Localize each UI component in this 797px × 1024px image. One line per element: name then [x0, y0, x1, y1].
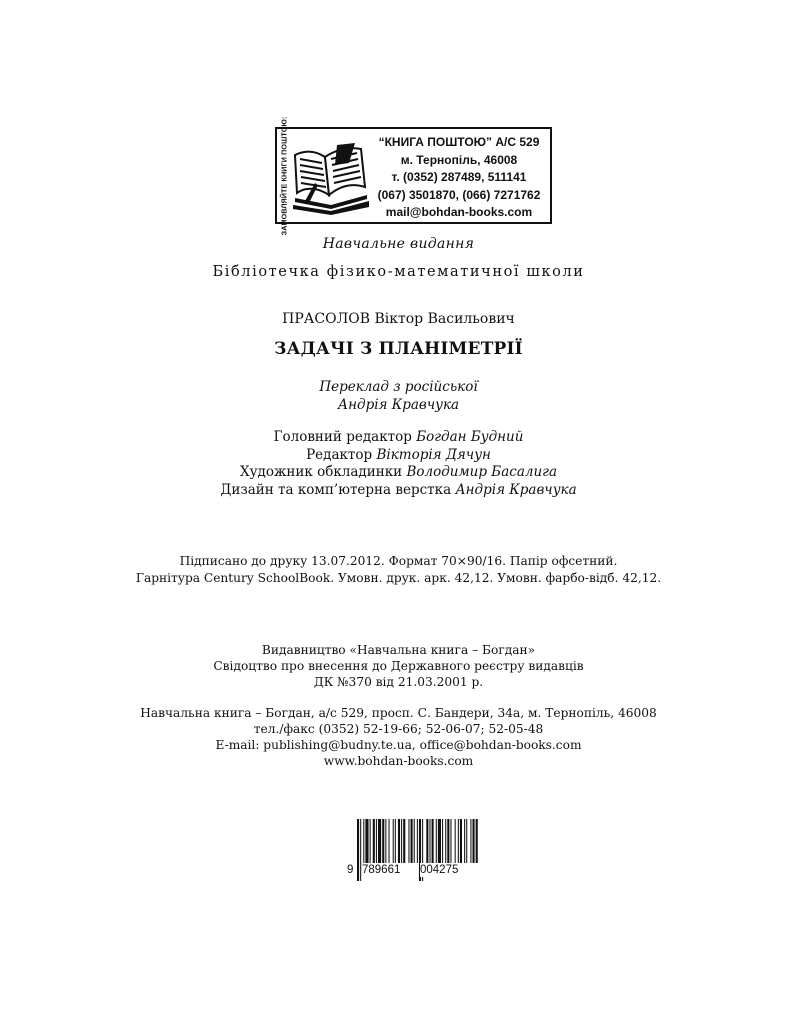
book-series: Бібліотечка фізико-математичної школи: [212, 264, 585, 280]
book-title: ЗАДАЧІ З ПЛАНІМЕТРІЇ: [274, 339, 523, 359]
stamp-line-email: mail@bohdan-books.com: [385, 205, 533, 220]
publisher-name: Видавництво «Навчальна книга – Богдан»: [261, 643, 536, 657]
stamp-text-block: [369, 134, 549, 222]
credit-person: Володимир Басалига: [406, 464, 558, 480]
barcode-bar: [378, 819, 381, 863]
barcode-bar: [393, 819, 394, 863]
translation-line-2: Андрія Кравчука: [337, 397, 460, 413]
publisher-block: [0, 642, 797, 690]
barcode-bar: [398, 819, 400, 863]
mail-order-stamp: [275, 116, 552, 236]
credit-person: Богдан Будний: [416, 429, 524, 445]
barcode-bar: [417, 819, 418, 863]
barcode-bar: [476, 819, 478, 863]
barcode-bar: [464, 819, 465, 863]
credit-chief-editor: [0, 429, 797, 447]
barcode-bar: [450, 819, 451, 863]
barcode-bar: [436, 819, 437, 863]
edition-type: Навчальне видання: [322, 236, 475, 252]
translation-line-1: Переклад з російської: [319, 379, 478, 395]
barcode-bar: [411, 819, 413, 863]
stamp-line-mobile: (067) 3501870, (066) 7271762: [377, 187, 541, 202]
contact-phone: тел./факс (0352) 52-19-66; 52-06-07; 52-05-48: [253, 722, 544, 736]
stamp-line-phone: т. (0352) 287489, 511141: [391, 170, 527, 185]
credit-role: Головний редактор: [273, 429, 417, 445]
barcode-left-group: 789661: [362, 864, 401, 876]
credits-block: [0, 429, 797, 499]
credit-role: Редактор: [306, 446, 377, 463]
barcode-bar: [438, 819, 441, 863]
barcode-right-group: 004275: [420, 864, 459, 876]
credit-person: Андрія Кравчука: [455, 481, 577, 498]
print-specs-line-2: Гарнітура Century SchoolBook. Умовн. друк. арк. 42,12. Умовн. фарбо-відб. 42,12.: [135, 571, 662, 585]
barcode-bar: [401, 819, 402, 863]
stamp-side-label: [278, 116, 290, 236]
barcode-bar: [395, 819, 396, 863]
credit-editor: [0, 447, 797, 465]
barcode-bar: [363, 819, 364, 863]
stamp-side-text: ЗАМОВЛЯЙТЕ КНИГИ ПОШТОЮ:: [279, 116, 289, 236]
publisher-certificate: Свідоцтво про внесення до Державного реєстру видавців: [213, 659, 584, 673]
barcode-bar: [426, 819, 428, 863]
contact-address: Навчальна книга – Богдан, а/с 529, просп. С. Бандери, 34а, м. Тернопіль, 46008: [140, 706, 657, 720]
credit-role: Дизайн та комп’ютерна верстка: [220, 481, 456, 498]
barcode-bar: [432, 819, 434, 863]
credit-person: Вікторія Дячун: [376, 446, 491, 463]
barcode-bar: [382, 819, 384, 863]
contact-website: www.bohdan-books.com: [323, 754, 474, 768]
barcode-bar: [455, 819, 456, 863]
contacts-block: [0, 705, 797, 769]
translation-note: [0, 378, 797, 414]
author-name: ПРАСОЛОВ Віктор Васильович: [282, 311, 515, 327]
credit-role: Художник обкладинки: [239, 464, 407, 480]
contact-email: E-mail: publishing@budny.te.ua, office@bohdan-books.com: [215, 738, 582, 752]
barcode-bar: [365, 819, 368, 863]
barcode-bar: [389, 819, 390, 863]
credit-cover-artist: [0, 464, 797, 482]
barcode-bar: [442, 819, 443, 863]
barcode-bar: [385, 819, 386, 863]
stamp-line-company: “КНИГА ПОШТОЮ” А/С 529: [378, 135, 540, 149]
print-specs: [0, 553, 797, 587]
barcode-bar: [403, 819, 405, 863]
open-book-icon: [291, 143, 371, 215]
barcode-bar: [357, 819, 359, 881]
barcode-bar: [447, 819, 449, 863]
barcode-bar: [376, 819, 377, 863]
barcode-bar: [470, 819, 471, 863]
publisher-license: ДК №370 від 21.03.2001 р.: [313, 675, 484, 689]
stamp-line-city: м. Тернопіль, 46008: [400, 152, 518, 167]
barcode-bar: [445, 819, 446, 863]
credit-layout: [0, 482, 797, 500]
barcode-bar: [429, 819, 430, 863]
barcode-bar: [373, 819, 375, 863]
barcode-bar: [466, 819, 467, 863]
barcode-bar: [460, 819, 462, 863]
barcode-bar: [473, 819, 475, 863]
barcode-bar: [458, 819, 459, 863]
barcode-bar: [414, 819, 415, 863]
barcode-bar: [370, 819, 371, 863]
barcode-bar: [408, 819, 409, 863]
print-specs-line-1: Підписано до друку 13.07.2012. Формат 70×90/16. Папір офсетний.: [179, 554, 618, 568]
barcode-first-digit: 9: [347, 864, 354, 876]
